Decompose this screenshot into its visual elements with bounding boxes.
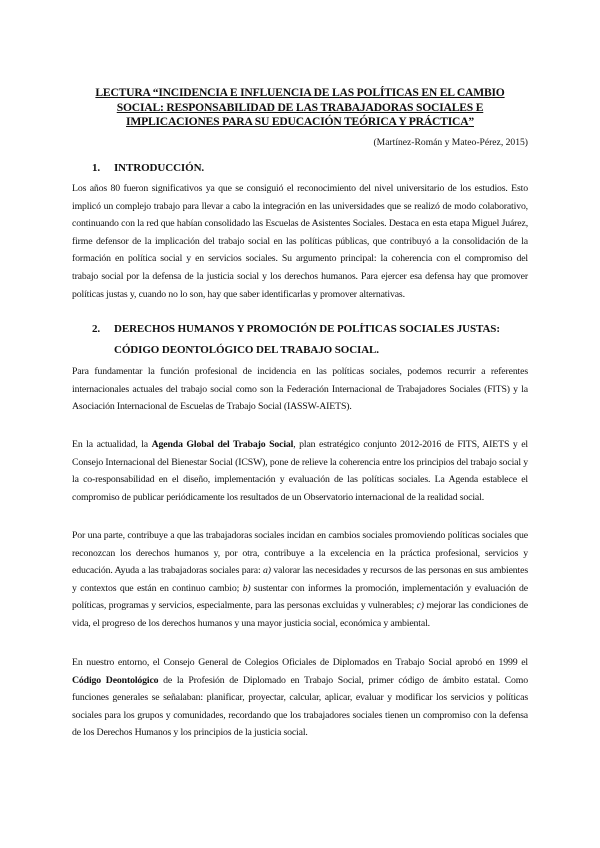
title-line: IMPLICACIONES PARA SU EDUCACIÓN TEÓRICA Y PRÁCTICA” (126, 115, 474, 129)
paragraph-contribuciones (72, 527, 528, 633)
list-marker: a) (263, 565, 271, 577)
bold-term: Agenda Global del Trabajo Social (151, 439, 294, 450)
list-marker: c) (416, 600, 424, 612)
text-run: sustentar con informes la promoción, implementación y evaluación de políticas, programas y servicios, especialmente, para las personas excluidas y vulnerables; (72, 582, 529, 612)
title-line: LECTURA “INCIDENCIA E INFLUENCIA DE LAS POLÍTICAS EN EL CAMBIO (95, 86, 505, 99)
paragraph-referentes: Para fundamentar la función profesional de incidencia en las políticas sociales, podemos recurrir a referentes internacionales actuales del trabajo social como son la Federación Internacional de Trabajadores Sociales (FITS) y la Asociación Internacional de Escuelas de Trabajo Social (IASSW-AIETS). (72, 366, 528, 413)
text-run: Por una parte, contribuye a que las trabajadoras sociales incidan en cambios sociales promoviendo políticas sociales que reconozcan los derechos humanos y, por otra, contribuye a la excelencia en la práctica profesional, servicios y educación. Ayuda a las trabajadoras sociales para: (72, 530, 528, 577)
title-line: SOCIAL: RESPONSABILIDAD DE LAS TRABAJADORAS SOCIALES E (116, 100, 484, 114)
document-title (72, 86, 528, 130)
section-2-heading (92, 323, 500, 335)
bold-term: Código Deontológico (72, 674, 159, 686)
text-run: valorar las necesidades y recursos de las personas en sus ambientes y contextos que están en continuo cambio; (72, 565, 528, 594)
paragraph-agenda-global (72, 436, 528, 506)
section-title: INTRODUCCIÓN. (114, 162, 205, 174)
section-number: 1. (92, 162, 101, 174)
paragraph-introduccion: Los años 80 fueron significativos ya que se consiguió el reconocimiento del nivel universitario de los estudios. Esto implicó un complejo trabajo para llevar a cabo la integración en las universidades que se realizó de modo colaborativo, continuando con la red que habían consolidado las Escuelas de Asistentes Sociales. Destaca en esta etapa Miguel Juárez, firme defensor de la implicación del trabajo social en las políticas públicas, que contribuyó a la consolidación de la formación en política social y en servicios sociales. Su argumento principal: la coherencia con el compromiso del trabajo social por la defensa de la justicia social y los derechos humanos. Para ejercer esa defensa hay que promover políticas justas y, cuando no lo son, hay que saber identificarlas y promover alternativas. (72, 183, 528, 300)
section-title: DERECHOS HUMANOS Y PROMOCIÓN DE POLÍTICAS SOCIALES JUSTAS: (114, 323, 500, 335)
list-marker: b) (242, 582, 251, 594)
citation: (Martínez-Román y Mateo-Pérez, 2015) (373, 137, 528, 148)
text-run: En nuestro entorno, el Consejo General de Colegios Oficiales de Diplomados en Trabajo Social aprobó en 1999 el (72, 657, 528, 668)
section-number: 2. (92, 323, 101, 335)
section-2-heading-cont: CÓDIGO DEONTOLÓGICO DEL TRABAJO SOCIAL. (114, 344, 379, 356)
text-run: de la Profesión de Diplomado en Trabajo Social, primer código de ámbito estatal. Como funciones generales se señalaban: planificar, proyectar, calcular, aplicar, evaluar y modificar los servicios y políticas sociales para los grupos y comunidades, recordando que los trabajadores sociales tienen un compromiso con la defensa de los Derechos Humanos y los principios de la justicia social. (72, 674, 528, 739)
text-run: mejorar las condiciones de vida, el progreso de los derechos humanos y una mayor justicia social, económica y ambiental. (72, 600, 528, 629)
paragraph-codigo-deontologico (72, 654, 528, 742)
text-run: En la actualidad, la (72, 439, 152, 450)
section-1-heading (92, 162, 204, 174)
text-run: , plan estratégico conjunto 2012-2016 de FITS, AIETS y el Consejo Internacional del Bienestar Social (ICSW), pone de relieve la coherencia entre los principios del trabajo social y la co-responsabilidad en el diseño, implementación y evaluación de las políticas sociales. La Agenda establece el compromiso de publicar periódicamente los resultados de un Observatorio internacional de la realidad social. (72, 439, 528, 503)
